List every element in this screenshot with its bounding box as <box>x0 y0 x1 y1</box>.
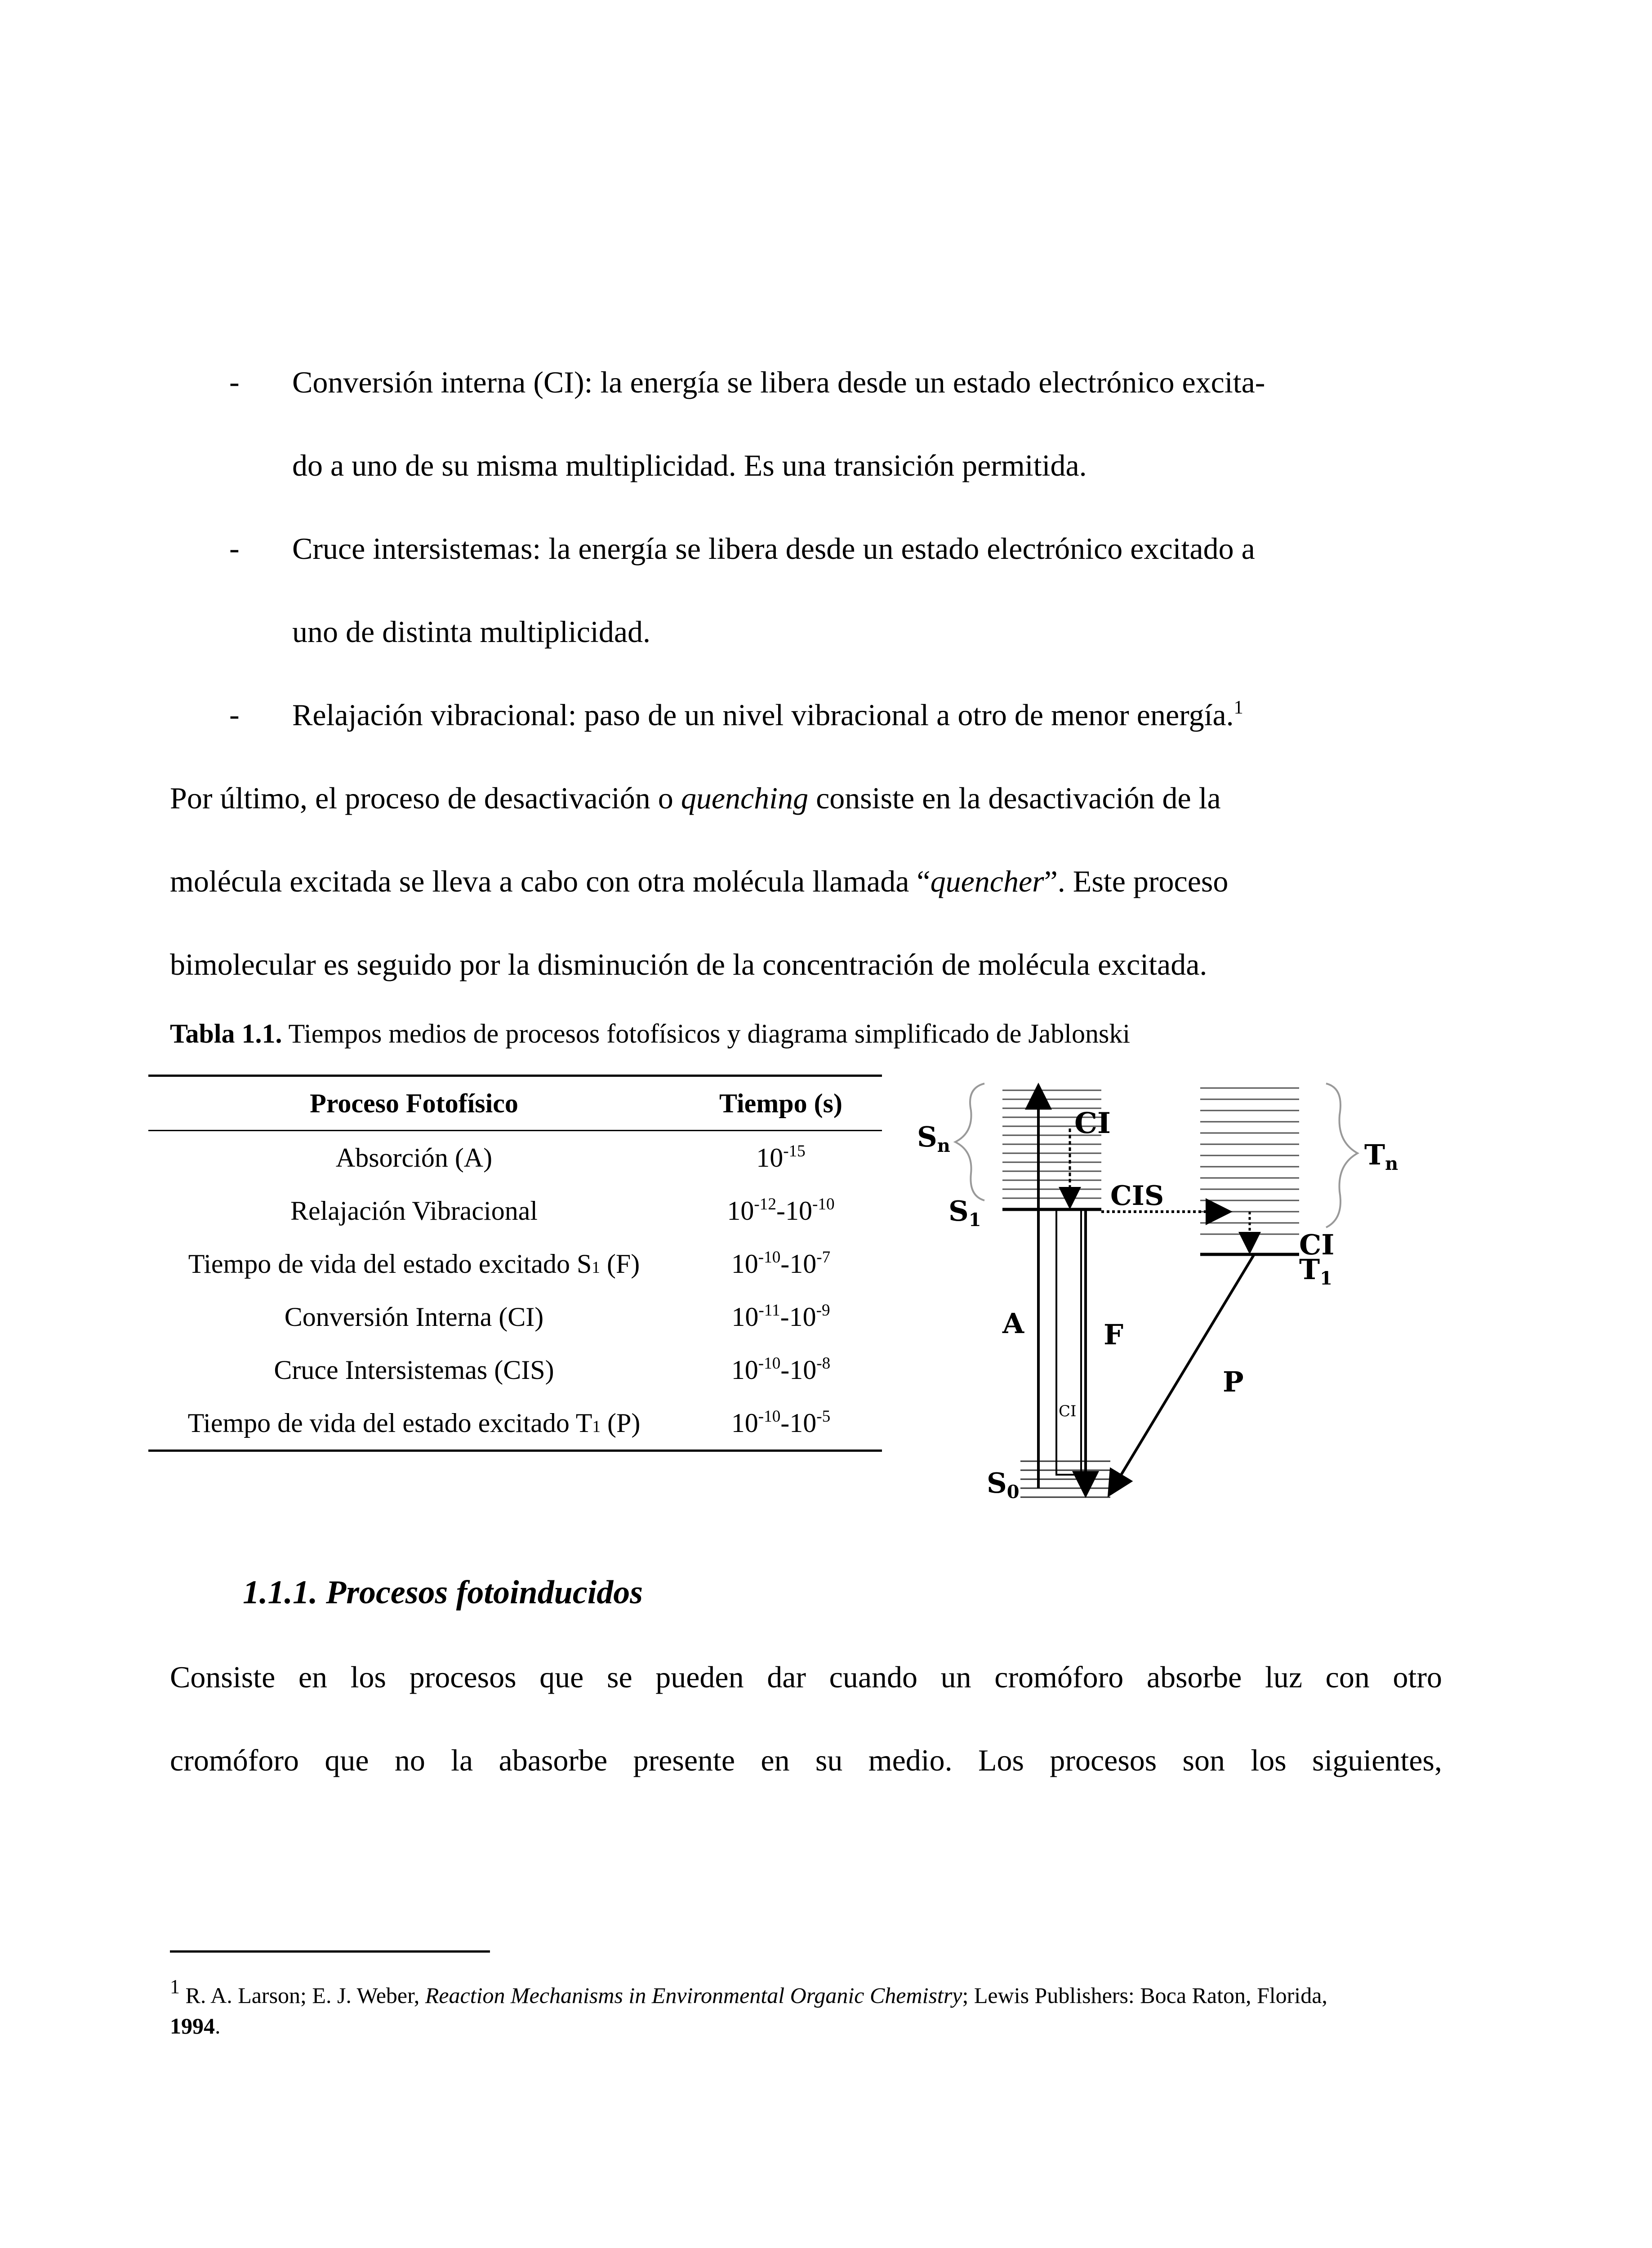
sn-label: Sn <box>917 1120 950 1156</box>
jablonski-diagram <box>913 1075 1434 1515</box>
table-row <box>148 1396 882 1451</box>
bullet-ci-line1: Conversión interna (CI): la energía se libera desde un estado electrónico excita- <box>292 365 1265 399</box>
table-row <box>148 1237 882 1290</box>
process-cell: Relajación Vibracional <box>290 1195 538 1226</box>
time-cell: $10^{-10}-10^{-7}$ <box>731 1248 831 1279</box>
process-cell: Tiempo de vida del estado excitado S1 (F) <box>188 1249 640 1279</box>
time-cell: $10^{-15}$ <box>756 1142 806 1173</box>
paragraph-photoinduced-line2: cromóforo que no la abasorbe presente en su medio. Los procesos son los siguientes, <box>170 1743 1442 1777</box>
sn-brace <box>955 1084 984 1200</box>
footnote-rule <box>170 1950 490 1953</box>
s0-label: S0 <box>987 1467 1020 1503</box>
bullet-dash: - <box>229 697 240 731</box>
s1-label: S1 <box>948 1195 981 1231</box>
ci-right-label: CI <box>1299 1228 1335 1261</box>
ci-small-label: CI <box>1059 1402 1077 1420</box>
paragraph-photoinduced-line1: Consiste en los procesos que se pueden dar cuando un cromóforo absorbe luz con otro <box>170 1660 1442 1694</box>
s0-levels <box>1020 1461 1110 1497</box>
bullet-cis-line1: Cruce intersistemas: la energía se libera desde un estado electrónico excitado a <box>292 531 1255 566</box>
bullet-dash: - <box>229 365 240 399</box>
process-cell: Absorción (A) <box>335 1142 493 1173</box>
table-row <box>148 1184 882 1237</box>
tn-label: Tn <box>1364 1138 1398 1174</box>
phosphorescence-label: P <box>1223 1365 1244 1398</box>
fluorescence-label: F <box>1104 1318 1124 1351</box>
table-caption: Tabla 1.1. Tiempos medios de procesos fotofísicos y diagrama simplificado de Jablonski <box>170 1019 1130 1048</box>
process-cell: Tiempo de vida del estado excitado T1 (P) <box>148 1396 680 1451</box>
t1-label: T1 <box>1299 1253 1332 1289</box>
process-cell: Cruce Intersistemas (CIS) <box>274 1355 554 1385</box>
ci-top-label: CI <box>1074 1106 1111 1140</box>
time-cell: $10^{-10}-10^{-5}$ <box>680 1396 882 1451</box>
bullet-rv-line1: Relajación vibracional: paso de un nivel vibracional a otro de menor energía.$^1$ <box>292 697 1243 732</box>
paragraph-quenching-line2: molécula excitada se lleva a cabo con otra molécula llamada “quencher”. Este proceso <box>170 864 1229 898</box>
cis-label: CIS <box>1110 1180 1164 1212</box>
bullet-cis-line2: uno de distinta multiplicidad. <box>292 615 651 649</box>
header-time: Tiempo (s) <box>680 1076 882 1131</box>
footnote: 1 R. A. Larson; E. J. Weber, Reaction Mechanisms in Environmental Organic Chemistry; Lewis Publishers: Boca Raton, Florida, 1994. <box>170 1976 1327 2038</box>
ci-internal-box <box>1056 1209 1081 1475</box>
paragraph-quenching-line1: Por último, el proceso de desactivación o quenching consiste en la desactivación de la <box>170 781 1221 815</box>
photophysics-table <box>148 1075 882 1452</box>
absorption-label: A <box>1002 1307 1024 1340</box>
time-cell: $10^{-10}-10^{-8}$ <box>731 1354 831 1385</box>
table-row <box>148 1290 882 1343</box>
table-row <box>148 1131 882 1185</box>
process-cell: Conversión Interna (CI) <box>284 1302 544 1332</box>
bullet-ci-line2: do a uno de su misma multiplicidad. Es una transición permitida. <box>292 448 1087 482</box>
footnote-ref: 1 <box>1233 697 1243 718</box>
bullet-dash: - <box>229 531 240 565</box>
time-cell: $10^{-11}-10^{-9}$ <box>731 1301 830 1332</box>
time-cell: $10^{-12}-10^{-10}$ <box>727 1195 835 1226</box>
table-row <box>148 1343 882 1396</box>
section-heading: 1.1.1. Procesos fotoinducidos <box>243 1574 643 1611</box>
paragraph-quenching-line3: bimolecular es seguido por la disminución de la concentración de molécula excitada. <box>170 947 1207 981</box>
header-process: Proceso Fotofísico <box>148 1076 680 1131</box>
tn-brace <box>1326 1084 1358 1227</box>
